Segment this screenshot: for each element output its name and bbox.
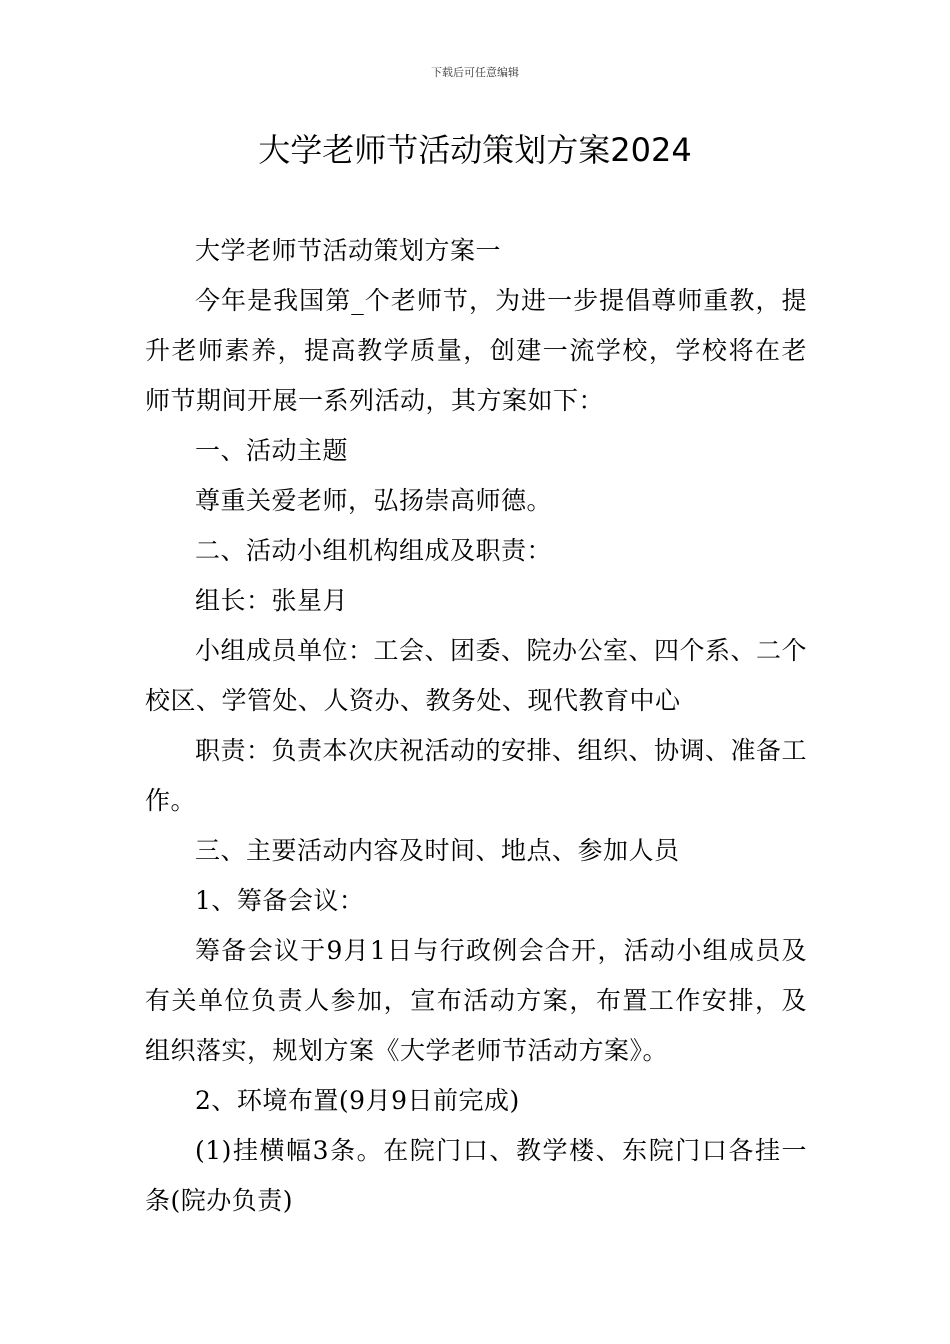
paragraph-member-units: 小组成员单位：工会、团委、院办公室、四个系、二个校区、学管处、人资办、教务处、现代教育中心 (145, 636, 808, 715)
paragraph-banners: (1)挂横幅3条。在院门口、教学楼、东院门口各挂一条(院办负责) (145, 1136, 807, 1215)
header-note: 下载后可任意编辑 (431, 66, 519, 79)
paragraph-preparatory-meeting: 筹备会议于9月1日与行政例会合开，活动小组成员及有关单位负责人参加，宣布活动方案，布置工作安排，及组织落实，规划方案《大学老师节活动方案》。 (145, 936, 807, 1065)
heading-activity-theme: 一、活动主题 (195, 436, 349, 465)
paragraph-section-title: 大学老师节活动策划方案一 (195, 236, 502, 265)
heading-preparatory-meeting: 1、筹备会议： (195, 886, 365, 915)
paragraph-intro: 今年是我国第_个老师节，为进一步提倡尊师重教，提升老师素养，提高教学质量，创建一流学校，学校将在老师节期间开展一系列活动，其方案如下： (145, 286, 807, 415)
paragraph-theme: 尊重关爱老师，弘扬崇高师德。 (195, 486, 553, 515)
document-body (145, 226, 807, 1226)
paragraph-duties: 职责：负责本次庆祝活动的安排、组织、协调、准备工作。 (145, 736, 808, 815)
heading-organization: 二、活动小组机构组成及职责： (195, 536, 553, 565)
heading-environment-setup: 2、环境布置(9月9日前完成) (195, 1086, 520, 1115)
heading-main-activities: 三、主要活动内容及时间、地点、参加人员 (195, 836, 680, 865)
paragraph-group-leader: 组长：张星月 (195, 586, 349, 615)
document-title: 大学老师节活动策划方案2024 (258, 131, 692, 169)
